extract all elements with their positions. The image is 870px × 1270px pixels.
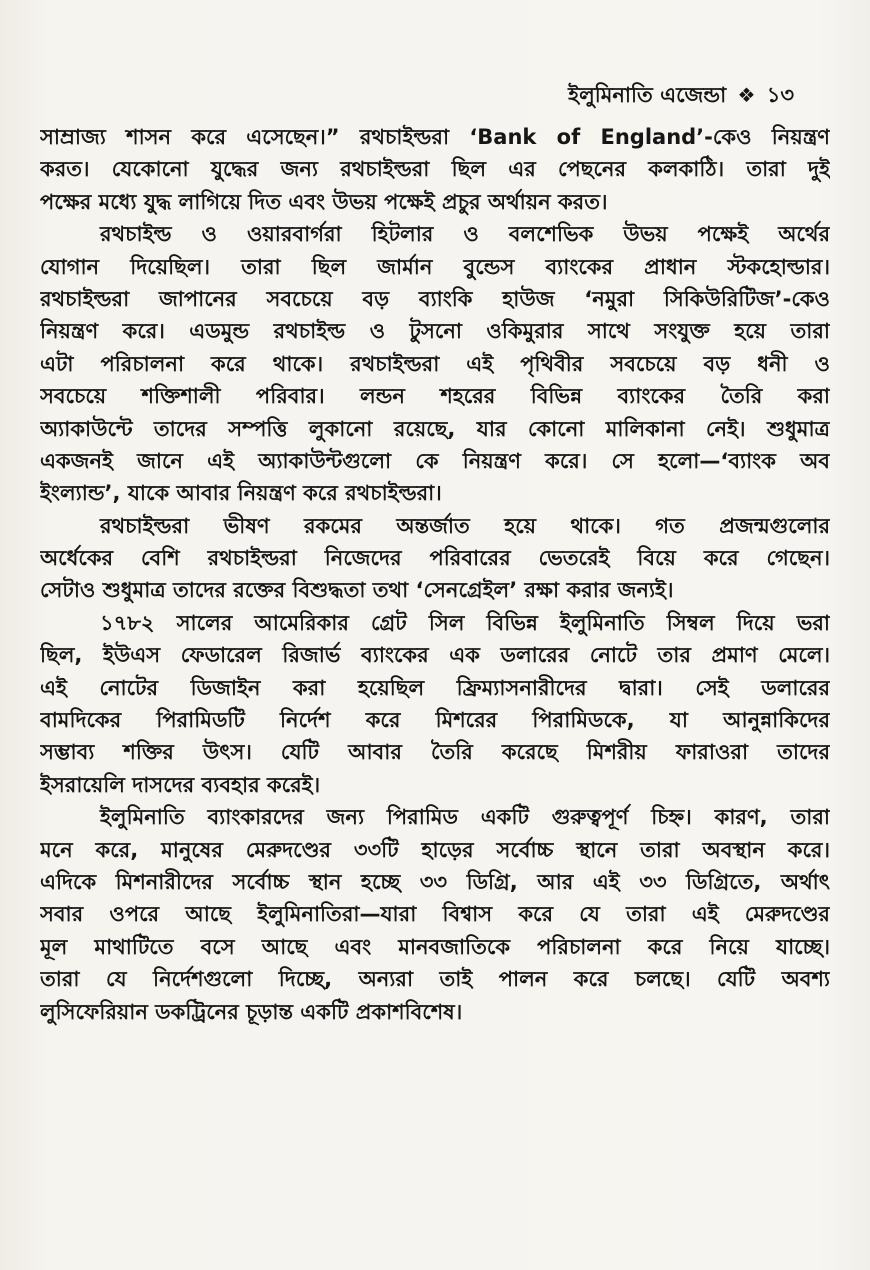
paragraph-1 (40, 121, 830, 218)
text-line: একজনই জানে এই অ্যাকাউন্টগুলো কে নিয়ন্ত্রণ করে। সে হলো—‘ব্যাংক অব (40, 448, 830, 473)
text-line: সাম্রাজ্য শাসন করে এসেছেন।” রথচাইল্ডরা ‘Bank of England’-কেও নিয়ন্ত্রণ (40, 125, 830, 149)
paragraph-5 (40, 801, 830, 1028)
text-line: এদিকে মিশনারীদের সর্বোচ্চ স্থান হচ্ছে ৩৩ ডিগ্রি, আর এই ৩৩ ডিগ্রিতে, অর্থাৎ (40, 869, 830, 894)
text-line: সবচেয়ে শক্তিশালী পরিবার। লন্ডন শহরের বিভিন্ন ব্যাংকের তৈরি করা (40, 384, 830, 409)
running-header (568, 80, 794, 110)
text-line: রথচাইল্ড ও ওয়ারবার্গরা হিটলার ও বলশেভিক উভয় পক্ষেই অর্থের (100, 222, 830, 247)
paragraph-2 (40, 218, 830, 510)
text-line: ইলুমিনাতি ব্যাংকারদের জন্য পিরামিড একটি গুরুত্বপূর্ণ চিহ্ন। কারণ, তারা (100, 805, 830, 830)
text-line: নিয়ন্ত্রণ করে। এডমুন্ড রথচাইল্ড ও টুসনো ওকিমুরার সাথে সংযুক্ত হয়ে তারা (40, 319, 830, 344)
text-line: অ্যাকাউন্টে তাদের সম্পত্তি লুকানো রয়েছে, যার কোনো মালিকানা নেই। শুধুমাত্র (40, 416, 830, 441)
text-line: পক্ষের মধ্যে যুদ্ধ লাগিয়ে দিত এবং উভয় পক্ষেই প্রচুর অর্থায়ন করত। (40, 189, 608, 214)
text-line: করত। যেকোনো যুদ্ধের জন্য রথচাইল্ডরা ছিল এর পেছনের কলকাঠি। তারা দুই (40, 157, 830, 182)
text-line: রথচাইল্ডরা জাপানের সবচেয়ে বড় ব্যাংকি হাউজ ‘নমুরা সিকিউরিটিজ’-কেও (40, 286, 830, 311)
paragraph-4 (40, 607, 830, 801)
text-line: মূল মাথাটিতে বসে আছে এবং মানবজাতিকে পরিচালনা করে নিয়ে যাচ্ছে। (40, 934, 830, 959)
text-line: লুসিফেরিয়ান ডকট্রিনের চূড়ান্ত একটি প্রকাশবিশেষ। (40, 999, 463, 1024)
text-line: এটা পরিচালনা করে থাকে। রথচাইল্ডরা এই পৃথিবীর সবচেয়ে বড় ধনী ও (40, 351, 830, 376)
body-text (40, 121, 830, 1028)
text-line: অর্ধেকের বেশি রথচাইল্ডরা নিজেদের পরিবারের ভেতরেই বিয়ে করে গেছেন। (40, 546, 830, 571)
text-line: ১৭৮২ সালের আমেরিকার গ্রেট সিল বিভিন্ন ইলুমিনাতি সিম্বল দিয়ে ভরা (100, 610, 830, 635)
text-line: সবার ওপরে আছে ইলুমিনাতিরা—যারা বিশ্বাস করে যে তারা এই মেরুদণ্ডের (40, 902, 830, 927)
text-line: সম্ভাব্য শক্তির উৎস। যেটি আবার তৈরি করেছে মিশরীয় ফারাওরা তাদের (40, 740, 830, 765)
text-line: সেটাও শুধুমাত্র তাদের রক্তের বিশুদ্ধতা তথা ‘সেনগ্রেইল’ রক্ষা করার জন্যই। (40, 578, 674, 603)
text-line: বামদিকের পিরামিডটি নির্দেশ করে মিশরের পিরামিডকে, যা আনুন্নাকিদের (40, 708, 830, 733)
page-number: ১৩ (766, 83, 794, 107)
diamond-ornament-icon: ❖ (737, 83, 756, 107)
text-line: ইংল্যান্ড’, যাকে আবার নিয়ন্ত্রণ করে রথচাইল্ডরা। (40, 481, 442, 506)
text-line: মনে করে, মানুষের মেরুদণ্ডের ৩৩টি হাড়ের সর্বোচ্চ স্থানে তারা অবস্থান করে। (40, 837, 830, 862)
running-header-title: ইলুমিনাতি এজেন্ডা (568, 83, 727, 107)
text-line: ইসরায়েলি দাসদের ব্যবহার করেই। (40, 772, 321, 797)
text-line: যোগান দিয়েছিল। তারা ছিল জার্মান বুন্ডেস ব্যাংকের প্রাধান স্টকহোল্ডার। (40, 254, 830, 279)
text-line: রথচাইল্ডরা ভীষণ রকমের অন্তর্জাত হয়ে থাকে। গত প্রজন্মগুলোর (100, 513, 830, 538)
paragraph-3 (40, 510, 830, 607)
text-line: এই নোটের ডিজাইন করা হয়েছিল ফ্রিম্যাসনারীদের দ্বারা। সেই ডলারের (40, 675, 830, 700)
text-line: তারা যে নির্দেশগুলো দিচ্ছে, অন্যরা তাই পালন করে চলছে। যেটি অবশ্য (40, 967, 830, 992)
text-line: ছিল, ইউএস ফেডারেল রিজার্ভ ব্যাংকের এক ডলারের নোটে তার প্রমাণ মেলে। (40, 643, 830, 668)
